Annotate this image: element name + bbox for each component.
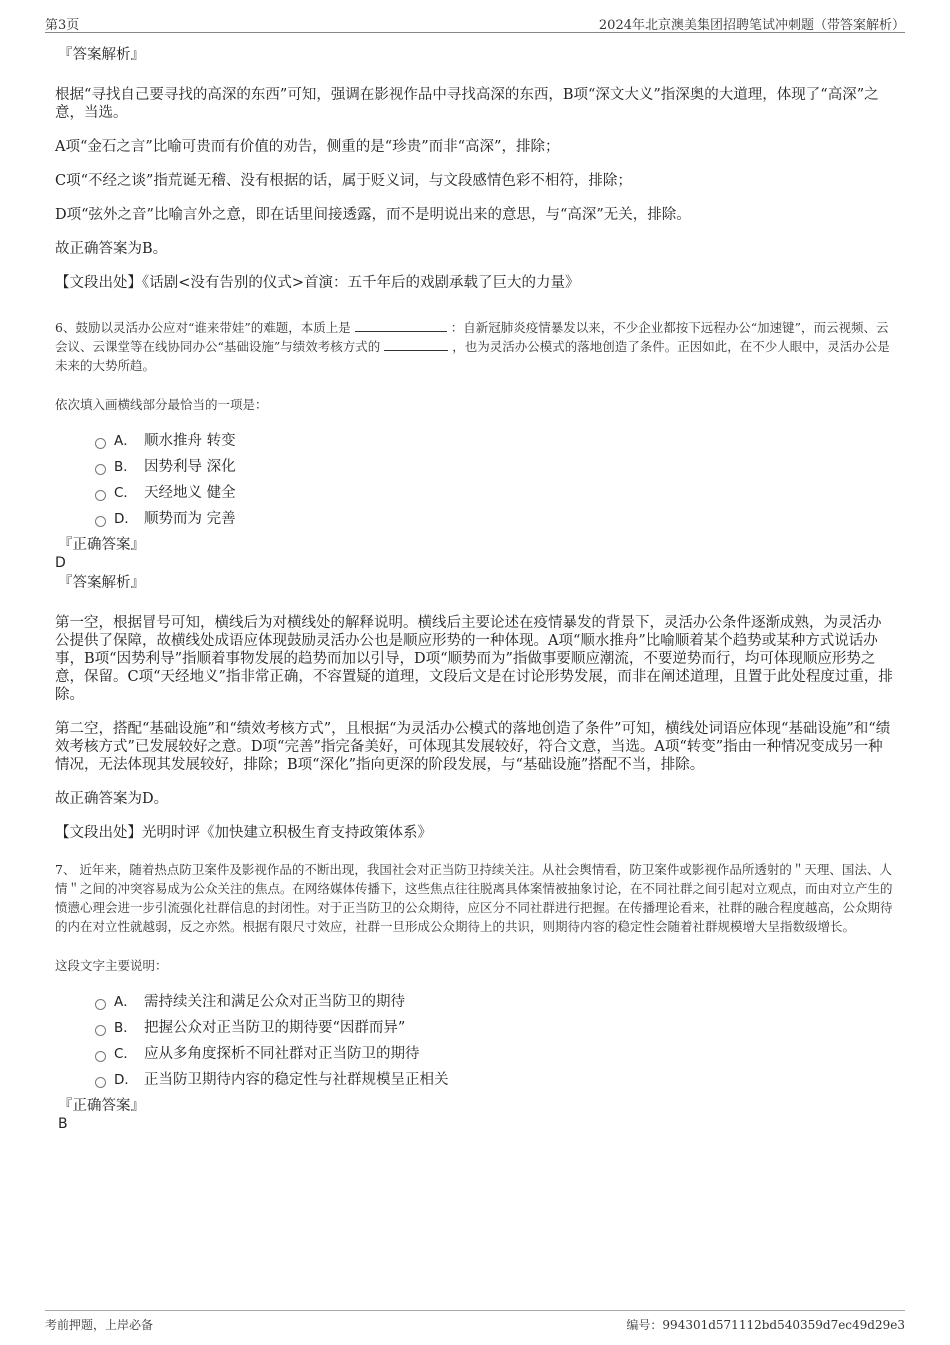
page-header xyxy=(45,12,905,33)
q6-option-b[interactable] xyxy=(95,454,895,480)
q7-option-c[interactable] xyxy=(95,1041,895,1067)
q6-blank-1 xyxy=(355,318,447,332)
q7-prompt: 这段文字主要说明： xyxy=(55,958,168,973)
option-text: 应从多角度探析不同社群对正当防卫的期待 xyxy=(144,1046,420,1062)
prev-analysis-paragraph: D项“弦外之音”比喻言外之意，即在话里间接透露，而不是明说出来的意思，与“高深”无关，排除。 xyxy=(55,207,691,223)
prev-analysis-paragraph: A项“金石之言”比喻可贵而有价值的劝告，侧重的是“珍贵”而非“高深”，排除； xyxy=(55,139,560,155)
prev-correct-answer: 故正确答案为B。 xyxy=(55,241,168,257)
option-text: 需持续关注和满足公众对正当防卫的期待 xyxy=(144,994,405,1010)
q6-stem-part3: ，也为灵活办公模式的落地创造了条件。正因如此，在不少人眼中，灵活办公是未来的大势所趋。 xyxy=(55,339,890,373)
q6-stem-part2: ：自新冠肺炎疫情暴发以来，不少企业都按下远程办公“加速键”，而云视频、云会议、云课堂等在线协同办公“基础设施”与绩效考核方式的 xyxy=(55,320,889,354)
prev-source: 【文段出处】《话剧<没有告别的仪式>首演：五千年后的戏剧承载了巨大的力量》 xyxy=(55,275,580,291)
option-key: B． xyxy=(114,459,137,475)
option-text: 顺势而为 完善 xyxy=(144,511,236,527)
q6-option-c[interactable] xyxy=(95,480,895,506)
radio-button[interactable] xyxy=(95,1025,106,1036)
radio-button[interactable] xyxy=(95,1077,106,1088)
q7-correct-label: 『正确答案』 xyxy=(58,1098,145,1114)
q7-stem: 7、 近年来，随着热点防卫案件及影视作品的不断出现，我国社会对正当防卫持续关注。从社会舆情看，防卫案件或影视作品所透射的＂天理、国法、人情＂之间的冲突容易成为公众关注的焦点。在网络媒体传播下，这些焦点往往脱离具体案情被抽象讨论，在不同社群之间引起对立观点，而由对立产生的愤懑心理会进一步引流强化社群信息的封闭性。对于正当防卫的公众期待，应区分不同社群进行把握。在传播理论看来，社群的融合程度越高，公众期待的内在对立性就越弱，反之亦然。根据有限尺寸效应，社群一旦形成公众期待上的共识，则期待内容的稳定性会随着社群规模增大呈指数级增长。 xyxy=(55,862,893,934)
radio-button[interactable] xyxy=(95,438,106,449)
q6-analysis-paragraph: 第二空，搭配“基础设施”和“绩效考核方式”，且根据“为灵活办公模式的落地创造了条件”可知，横线处词语应体现“基础设施”和“绩效考核方式”已发展较好之意。D项“完善”指完备美好，可体现其发展较好，符合文意，当选。A项“转变”指由一种情况变成另一种情况，无法体现其发展较好，排除；B项“深化”指向更深的阶段发展，与“基础设施”搭配不当，排除。 xyxy=(55,721,891,773)
q7-option-b[interactable] xyxy=(95,1015,895,1041)
prev-analysis-paragraph: C项“不经之谈”指荒诞无稽、没有根据的话，属于贬义词，与文段感情色彩不相符，排除； xyxy=(55,173,632,189)
document-id: 编号：994301d571112bd540359d7ec49d29e3 xyxy=(626,1318,905,1332)
page-content xyxy=(55,40,895,1133)
q6-source: 【文段出处】光明时评《加快建立积极生育支持政策体系》 xyxy=(55,825,432,841)
option-text: 正当防卫期待内容的稳定性与社群规模呈正相关 xyxy=(144,1072,449,1088)
radio-button[interactable] xyxy=(95,1051,106,1062)
q6-correct-label: 『正确答案』 xyxy=(58,537,145,553)
q7-options xyxy=(55,989,895,1093)
q6-blank-2 xyxy=(384,337,448,351)
option-key: A． xyxy=(114,994,137,1010)
q6-prompt: 依次填入画横线部分最恰当的一项是： xyxy=(55,397,268,412)
q6-stem-part1: 6、鼓励以灵活办公应对“谁来带娃”的难题，本质上是 xyxy=(55,320,351,335)
document-title: 2024年北京澳美集团招聘笔试冲刺题（带答案解析） xyxy=(598,18,905,33)
q6-analysis-label: 『答案解析』 xyxy=(58,575,145,591)
q6-analysis-paragraph: 第一空，根据冒号可知，横线后为对横线处的解释说明。横线后主要论述在疫情暴发的背景下，灵活办公条件逐渐成熟，为灵活办公提供了保障，故横线处成语应体现鼓励灵活办公也是顺应形势的一种体现。A项“顺水推舟”比喻顺着某个趋势或某种方式说话办事，B项“因势利导”指顺着事物发展的趋势而加以引导，D项“顺势而为”指做事要顺应潮流，不要逆势而行，均可体现顺应形势之意，保留。C项“天经地义”指非常正确，不容置疑的道理，文段后文是在讨论形势发展，而非在阐述道理，且置于此处程度过重，排除。 xyxy=(55,615,893,703)
q6-options xyxy=(55,428,895,532)
radio-button[interactable] xyxy=(95,999,106,1010)
q6-correct-answer: D xyxy=(55,555,66,571)
q7-correct-answer: B xyxy=(58,1116,68,1132)
option-key: D． xyxy=(114,511,138,527)
page-number: 第3页 xyxy=(45,18,80,33)
option-key: D． xyxy=(114,1072,138,1088)
footer-slogan: 考前押题，上岸必备 xyxy=(45,1318,154,1332)
option-text: 把握公众对正当防卫的期待要“因群而异” xyxy=(144,1020,406,1036)
radio-button[interactable] xyxy=(95,490,106,501)
option-text: 因势利导 深化 xyxy=(144,459,236,475)
option-key: A． xyxy=(114,433,137,449)
q6-stem xyxy=(55,318,895,375)
q6-option-d[interactable] xyxy=(95,506,895,532)
q7-option-d[interactable] xyxy=(95,1067,895,1093)
option-key: C． xyxy=(114,1046,137,1062)
prev-analysis-label: 『答案解析』 xyxy=(58,47,145,63)
option-key: B． xyxy=(114,1020,137,1036)
option-key: C． xyxy=(114,485,137,501)
q6-option-a[interactable] xyxy=(95,428,895,454)
radio-button[interactable] xyxy=(95,516,106,527)
option-text: 顺水推舟 转变 xyxy=(144,433,236,449)
q7-option-a[interactable] xyxy=(95,989,895,1015)
q6-correct-conclusion: 故正确答案为D。 xyxy=(55,791,169,807)
option-text: 天经地义 健全 xyxy=(144,485,236,501)
radio-button[interactable] xyxy=(95,464,106,475)
prev-analysis-paragraph: 根据“寻找自己要寻找的高深的东西”可知，强调在影视作品中寻找高深的东西，B项“深文大义”指深奥的大道理，体现了“高深”之意，当选。 xyxy=(55,87,879,121)
page-footer xyxy=(45,1310,905,1335)
